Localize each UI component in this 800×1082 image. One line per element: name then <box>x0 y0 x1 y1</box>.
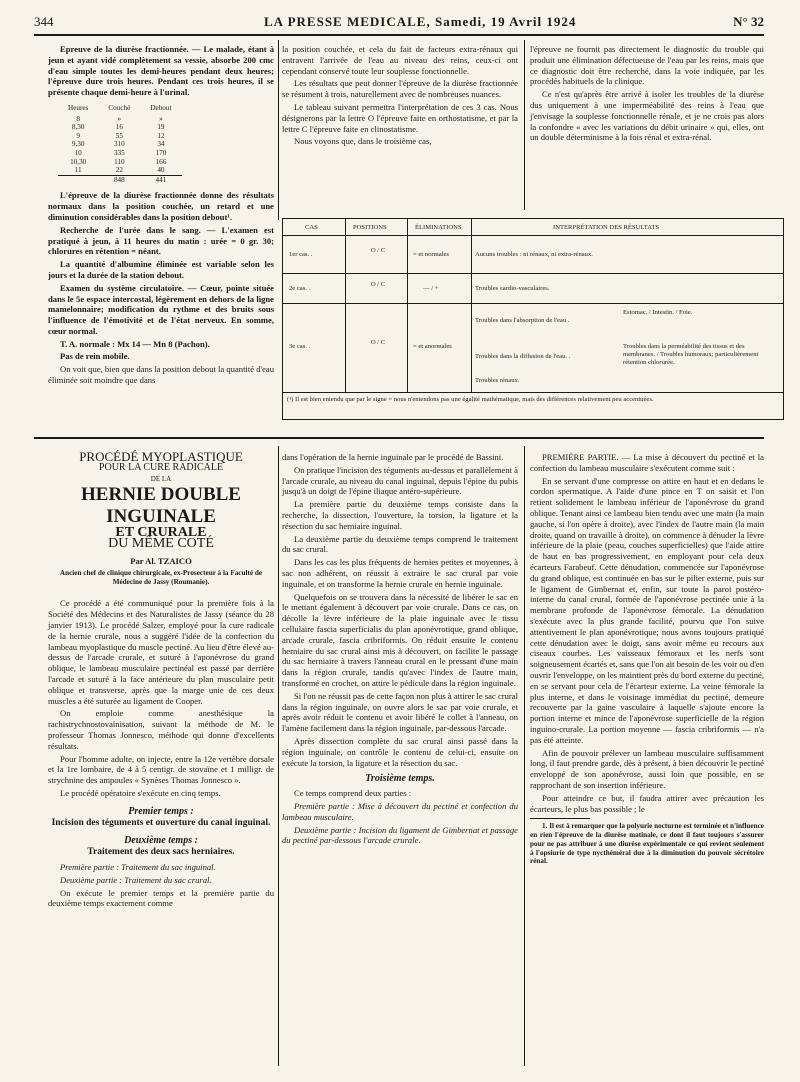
table-cell: = et normales <box>413 251 449 258</box>
table-cell: 2e cas. . <box>289 285 311 292</box>
article-title-2: POUR LA CURE RADICALE <box>98 461 224 473</box>
section-rule <box>34 437 764 439</box>
section-heading: Premier temps : <box>128 805 194 817</box>
column-2-top <box>282 44 518 149</box>
affiliation: Ancien chef de clinique chirurgicale, ex-Prosecteur à la Faculté de Médecine de Jassy (Roumanie). <box>59 568 263 586</box>
list-item: Première partie : Mise à découvert du pectiné et confection du lambeau musculaire. <box>282 800 518 822</box>
article-column-1 <box>48 449 274 911</box>
table-cell: 1er cas. . <box>289 251 313 258</box>
table-cell: Troubles dans la perméabilité des tissus et des membranes. / Troubles humoraux; particulièrement rétention chlorurée. <box>623 343 759 366</box>
paragraph: Pour l'homme adulte, on injecte, entre la 12e vertèbre dorsale et la 1re lombaire, de 4 à 5 centigr. de stovaïne et 1 milligr. de strychnine des ampoules « Synèses Thomas Jonnesco ». <box>48 753 274 786</box>
list-item: Deuxième partie : Incision du ligament de Gimbernat et passage du pectiné par-dessous l'arcade crurale. <box>282 824 518 846</box>
article-column-2 <box>282 452 518 848</box>
paragraph: Pas de rein mobile. <box>60 351 130 362</box>
section-subheading: Traitement des deux sacs herniaires. <box>87 847 235 858</box>
paragraph: Le procédé opératoire s'exécute en cinq temps. <box>60 787 221 798</box>
column-divider <box>524 40 525 210</box>
paragraph: On emploie comme anesthésique la rachistrychnostovaïnisation, suivant la méthode de M. le professeur Thomas Jonnesco, méthode qui donne d'excellents résultats. <box>48 708 274 751</box>
table-header: CAS <box>305 224 318 231</box>
paragraph: PREMIÈRE PARTIE. — La mise à découvert du pectiné et la confection du lambeau musculaire s'exécutent comme suit : <box>530 452 764 473</box>
list-item: Première partie : Traitement du sac inguinal. <box>60 861 216 872</box>
paragraph: Ce n'est qu'après être arrivé à isoler les troubles de la diurèse dus uniquement à une imperméabilité des reins à l'eau que j'envisage la souplesse fonctionnelle rénale, et je ne crois pas alors la confondre « avec les variations du débit urinaire » qui, elles, ont un double déterminisme à la fois rénal et extra-rénal. <box>530 89 764 143</box>
journal-title: LA PRESSE MEDICALE, Samedi, 19 Avril 1924 <box>264 14 577 29</box>
paragraph: Recherche de l'urée dans le sang. — L'examen est pratiqué à jeun, à 11 heures du matin : urée = 0 gr. 30; chlorures en rétention = néant. <box>48 224 274 257</box>
article-title-3: DE LA <box>150 474 172 483</box>
paragraph: On pratique l'incision des téguments au-dessus et parallèlement à l'arcade crurale, au niveau du canal inguinal, depuis l'épine du pubis jusqu'à un doigt de l'épine iliaque antéro-supérieure. <box>282 464 518 497</box>
table-header: Heures <box>68 103 89 112</box>
page-number: 344 <box>34 14 54 29</box>
table-cell: O / C <box>370 247 386 254</box>
article-title-6: DU MÊME COTÉ <box>108 536 214 552</box>
paragraph: dans l'opération de la hernie inguinale par le procédé de Bassini. <box>282 452 504 462</box>
paragraph: Nous voyons que, dans le troisième cas, <box>294 136 432 147</box>
paragraph: On exécute le premier temps et la première partie du deuxième temps exactement comme <box>48 887 274 909</box>
table-row: 9 55 12 <box>76 131 165 140</box>
results-table <box>282 218 784 420</box>
table-header: INTERPRÉTATION DES RÉSULTATS <box>553 224 660 231</box>
section-heading: Deuxième temps : <box>124 835 198 847</box>
diuresis-table <box>58 104 182 184</box>
page-header <box>34 10 764 32</box>
paragraph: La deuxième partie du deuxième temps comprend le traitement du sac crural. <box>282 533 518 555</box>
table-row: 10,30 110 166 <box>70 157 167 166</box>
author: Par Al. TZAICO <box>130 555 192 566</box>
paragraph: Afin de pouvoir prélever un lambeau musculaire suffisamment long, il faut prendre garde, dès à présent, à bien découvrir le pectiné enveloppé de son aponévrose, aussi loin que possible, en se rapprochant de son insertion inférieure. <box>530 747 764 790</box>
paragraph: Dans les cas les plus fréquents de hernies petites et moyennes, à sac non adhérent, on réussit à extraire le sac crural par voie inguinale, et on transforme la hernie crurale en hernie inguinale. <box>282 557 518 589</box>
paragraph: la position couchée, et cela du fait de facteurs extra-rénaux qui entravent l'arrivée de l'eau au niveau des reins, ceux-ci ont cependant conservé toute leur souplesse fonctionnelle. <box>282 44 518 76</box>
table-cell: Aucuns troubles : ni rénaux, ni extra-rénaux. <box>475 251 593 258</box>
paragraph: Epreuve de la diurèse fractionnée. — Le malade, étant à jeun et ayant vidé complètement sa vessie, absorbe 200 cmc d'eau simple toutes les demi-heures pendant deux heures; l'épreuve dure trois heures. Pendant ces trois heures, il se présente chaque demi-heure à l'urinal. <box>48 44 274 98</box>
column-divider <box>278 40 279 220</box>
paragraph: Après dissection complète du sac crural ainsi passé dans la région inguinale, on contrôle le contenu de celui-ci, ensuite on exécute la torsion, la ligature et la résection du sac. <box>282 735 518 768</box>
table-header: Debout <box>150 103 172 112</box>
table-header: POSITIONS <box>353 224 387 231</box>
paragraph: En se servant d'une compresse on attire en haut et en dedans le cordon spermatique. A l'aide d'une pince en T on saisit et l'on retient solidement le lambeau inférieur de l'aponévrose du grand oblique. Tenant ainsi ce lambeau bien tendu avec une main (la main gauche, si l'on opère à droite), avec l'index de l'autre main (la main droite, quand on travaille à droite), on commence à dénuder la lèvre inférieure de la plaie (peau, couches superficielles) que l'aide attire de haut en bas progressivement, en employant pour cela deux écarteurs Farabeuf. Cette dénudation, commencée sur l'aponévrose du grand oblique, est continuée en bas sur le pilier externe, puis sur le ligament de Gimbernat et, enfin, sur toute la paroi postéro-interne du canal crural, formée de l'aponévrose pectinée unie à la membrane profonde de l'aponévrose fémorale. La dénudation s'exécute avec la plus grande facilité, pourvu que l'on suive attentivement le plan aponévrotique; nous avons toujours pratiqué cette dénudation avec le doigt, sans avoir même eu recours aux ciseaux courbes. Les vaisseaux fémoraux et les nerfs sont soigneusement écartés et, sans que l'on ait besoin de les voir ou d'en ouvrir l'enveloppe, on les maintient près du bord externe du pectiné, en se servant pour cela de l'écarteur externe. La veine fémorale la plus interne, et dans le voisinage immédiat du pectiné, demeure recouverte par la gaine vasculaire à laquelle s'ajoute encore la portion interne et mince de l'aponévrose superficielle de la région inguino-crurale. La portion moyenne — fascia cribriformis — n'a pas été atteinte. <box>530 475 764 745</box>
column-3-top <box>530 44 764 145</box>
table-cell: Troubles cardio-vasculaires. <box>475 285 550 292</box>
column-divider <box>278 446 279 1066</box>
footnote: 1. Il est à remarquer que la polyurie nocturne est terminée et n'influence en rien l'épreuve de la diurèse matinale, ce dont il faut toujours s'assurer pour ne pas attribuer à une diurèse expérimentale ce qui revient seulement à l'opsiurie de type nycthéméral due à la diminution du pouvoir sécrétoire rénal. <box>530 822 764 866</box>
table-cell: Estomac. / Intestin. / Foie. <box>623 309 693 316</box>
paragraph: La première partie du deuxième temps consiste dans la recherche, la dissection, l'ouverture, la torsion, la ligature et la résection du sac herniaire inguinal. <box>282 499 518 531</box>
section-heading: Troisième temps. <box>365 773 435 785</box>
column-divider <box>524 446 525 1066</box>
table-row: 10 335 170 <box>74 148 167 157</box>
article-title-4: HERNIE DOUBLE INGUINALE <box>81 484 241 528</box>
table-header: Couché <box>108 103 131 112</box>
table-cell: O / C <box>370 339 386 346</box>
paragraph: Si l'on ne réussit pas de cette façon non plus à attirer le sac crural dans la région inguinale, on ouvre alors le sac par voie crurale, et après avoir réduit le contenu et avoir libéré le collet à l'anneau, on l'amène facilement dans la région inguinale, par-dessous l'arcade. <box>282 690 518 734</box>
section-subheading: Incision des téguments et ouverture du canal inguinal. <box>51 817 271 828</box>
article-column-3 <box>530 452 764 868</box>
table-cell: — / + <box>423 285 439 292</box>
paragraph: Quelquefois on se trouvera dans la nécessité de libérer le sac en le mettant également à découvert par voie crurale. Dans ce cas, on décolle la lèvre inférieure de la plaie inguinale avec le tissu cellulaire fascia superficialis du plan aponévrotique, grand oblique, arcade crurale, fascia cribriformis. On réduit ensuite le contenu herniaire du sac crural ainsi mis à découvert, on facilite le passage du sac herniaire à travers l'anneau crural en le pressant d'une main dans la région crurale, tandis qu'avec l'index de l'autre main, transformé en crochet, on attire le pédicule dans la région inguinale. <box>282 591 518 688</box>
table-row: 11 22 40 <box>74 166 165 175</box>
paragraph: T. A. normale : Mx 14 — Mn 8 (Pachon). <box>60 338 210 349</box>
header-rule <box>34 34 764 36</box>
table-cell: Troubles rénaux. <box>475 377 520 384</box>
table-cell: Troubles dans l'absorption de l'eau . <box>475 317 570 324</box>
paragraph: Le tableau suivant permettra l'interprétation de ces 3 cas. Nous désignerons par la lettre O l'épreuve faite en orthostatisme, et par la lettre C l'épreuve faite en clinostatisme. <box>282 101 518 134</box>
table-total-row: 848 441 <box>58 175 182 184</box>
article-title-1: PROCÉDÉ MYOPLASTIQUE <box>79 449 243 464</box>
list-item: Deuxième partie : Traitement du sac crural. <box>60 874 212 885</box>
column-1-top <box>48 44 274 388</box>
table-row: 8,30 16 19 <box>71 123 165 132</box>
table-cell: 3e cas. . <box>289 343 311 350</box>
paragraph: La quantité d'albumine éliminée est variable selon les jours et la durée de la station debout. <box>48 259 274 280</box>
table-row: 8 » » <box>76 114 163 123</box>
paragraph: l'épreuve ne fournit pas directement le diagnostic du trouble qui produit une élimination défectueuse de l'eau par les reins, mais que ce diagnostic doit être recherché, dans la voie indiquée, par les procédés habituels de la clinique. <box>530 44 764 87</box>
table-cell: O / C <box>370 281 386 288</box>
table-row: 9,30 310 34 <box>71 140 165 149</box>
footnote-rule <box>530 818 590 819</box>
table-cell: = et anormales <box>413 343 452 350</box>
table-footnote: (¹) Il est bien entendu que par le signe = nous n'entendons pas une égalité mathématique, mais des différences relativement peu accentuées. <box>287 396 654 403</box>
paragraph: Ce procédé a été communiqué pour la première fois à la Société des Médecins et des Naturalistes de Jassy (séance du 28 janvier 1913). Le procédé Salzer, employé pour la cure radicale de la hernie crurale, nous a suggéré l'idée de la confection du lambeau myoplastique du muscle pectiné. Au lieu d'être élevé au-dessus de l'arcade crurale, et suturé à l'aponévrose du grand oblique, le lambeau musculaire pectinéal est passé par derrière l'arcade et suturé à la face antérieure du plan musculaire petit oblique et transverse, après que la marge unie de ces deux muscles a été suturée au ligament de Cooper. <box>48 598 274 706</box>
paragraph: Examen du système circulatoire. — Cœur, pointe située dans le 5e espace intercostal, légèrement en dehors de la ligne mamelonnaire; modification du rythme et des bruits sous l'influence de l'émotivité et de l'état nerveux. En somme, cœur normal. <box>48 282 274 336</box>
table-cell: Troubles dans la diffusion de l'eau. . <box>475 353 571 360</box>
paragraph: Les résultats que peut donner l'épreuve de la diurèse fractionnée se résument à trois, naturellement avec de nombreuses nuances. <box>282 78 518 100</box>
article-title-5: ET CRURALE <box>115 525 207 541</box>
paragraph: On voit que, bien que dans la position debout la quantité d'eau éliminée soit moindre que dans <box>48 364 274 386</box>
issue-number: N° 32 <box>733 14 764 29</box>
table-header: ÉLIMINATIONS <box>415 224 462 231</box>
paragraph: L'épreuve de la diurèse fractionnée donne des résultats normaux dans la position couchée, un retard et une diminution considérables dans la position debout¹. <box>48 190 274 222</box>
paragraph: Pour atteindre ce but, il faudra attirer avec précaution les écarteurs, le plus bas possible ; le <box>530 792 764 814</box>
paragraph: Ce temps comprend deux parties : <box>294 788 412 799</box>
